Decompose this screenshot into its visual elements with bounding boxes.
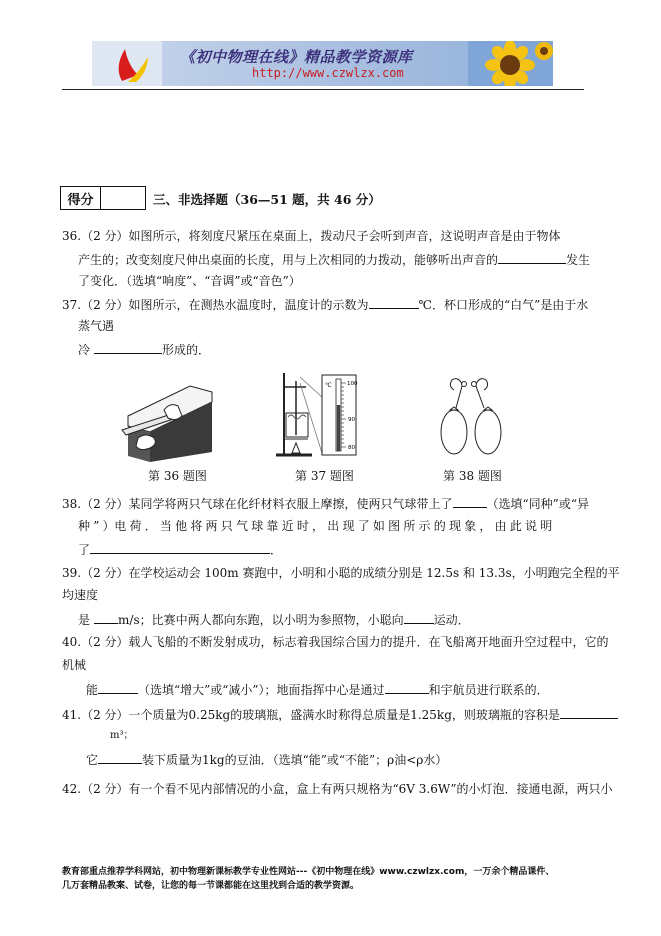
q38-line1: [62, 495, 589, 512]
score-box: [60, 186, 146, 210]
q37-blank-2[interactable]: [94, 341, 162, 354]
q36-line2-text: 产生的；改变刻度尺伸出桌面的长度，用与上次相同的力拨动，能够听出声音的: [78, 253, 499, 267]
figure-38-caption: 第 38 题图: [443, 469, 502, 483]
footer-line-2: 几万套精品教案、试卷，让您的每一节课都能在这里找到合适的教学资源。: [62, 881, 360, 891]
q37-line1-end: ℃．杯口形成的“白气”是由于水: [418, 298, 589, 312]
q39-line3-mid: m/s；比赛中两人都向东跑，以小明为参照物，小聪向: [118, 613, 404, 627]
q38-line3-end: ．: [270, 543, 283, 557]
header-rule: [62, 89, 584, 90]
q37-blank-1[interactable]: [369, 296, 419, 309]
thermometer-tick-100: 100: [347, 381, 358, 387]
q36-blank[interactable]: [498, 251, 566, 264]
q38-line3: [78, 541, 282, 558]
q41-line3-end: 装下质量为1kg的豆油．（选填“能”或“不能”；ρ油<ρ水）: [142, 753, 448, 767]
score-blank[interactable]: [101, 187, 145, 209]
q36-line2-end: 发生: [566, 253, 591, 267]
q38-blank-2[interactable]: [90, 541, 270, 554]
q41-blank-2[interactable]: [98, 751, 142, 764]
q38-line3-text: 了: [78, 543, 91, 557]
q41-blank-1[interactable]: [560, 706, 618, 719]
q40-blank-2[interactable]: [385, 681, 429, 694]
q37-line3-end: 形成的．: [162, 343, 211, 357]
q39-line3-end: 运动．: [433, 613, 470, 627]
q38-line1-end: （选填“同种”或“异: [486, 497, 589, 511]
q38-line1-text: 38.（2 分）某同学将两只气球在化纤材料衣服上摩擦，使两只气球带上了: [62, 497, 453, 511]
q37-line1: [62, 296, 588, 313]
q41-line1-text: 41.（2 分）一个质量为0.25kg的玻璃瓶，盛满水时称得总质量是1.25kg，则玻璃瓶的容积是: [62, 708, 560, 722]
q39-line3-text: 是: [78, 613, 91, 627]
q36-line2: [78, 251, 590, 268]
q39-line2: 均速度: [62, 588, 99, 602]
q41-line3-text: 它: [86, 753, 99, 767]
q41-line2: m³；: [110, 730, 134, 741]
figure-37-caption: 第 37 题图: [295, 469, 354, 483]
thermometer-tick-80: 80: [348, 445, 355, 451]
q39-blank-1[interactable]: [94, 611, 118, 624]
footer-line-1: 教育部重点推荐学科网站，初中物理新课标教学专业性网站---《初中物理在线》www.czwlzx.com，一万余个精品课件、: [62, 867, 555, 877]
q39-line1: 39.（2 分）在学校运动会 100m 赛跑中，小明和小聪的成绩分别是 12.5s 和 13.3s，小明跑完全程的平: [62, 566, 620, 580]
site-logo: [92, 41, 162, 86]
q37-line3: [78, 341, 210, 358]
section-heading: 三、非选择题（36—51 题，共 46 分）: [153, 192, 381, 207]
figure-38-balloons: [436, 372, 506, 460]
q40-line3: [86, 681, 549, 698]
q37-line2: 蒸气遇: [78, 319, 115, 333]
figure-36-caption: 第 36 题图: [148, 469, 207, 483]
q42-line1: 42.（2 分）有一个看不见内部情况的小盒，盒上有两只规格为“6V 3.6W”的小灯泡．接通电源，两只小: [62, 782, 613, 796]
q39-blank-2[interactable]: [404, 611, 434, 624]
q40-line3-text: 能: [86, 683, 99, 697]
q41-line1: [62, 706, 618, 723]
q40-line3-mid: （选填“增大”或“减小”）；地面指挥中心是通过: [138, 683, 385, 697]
thermometer-tick-90: 90: [348, 417, 355, 423]
q37-line3-text: 冷: [78, 343, 91, 357]
q36-line3: 了变化．（选填“响度”、“音调”或“音色”）: [78, 274, 301, 288]
thermometer-unit: ℃: [325, 382, 332, 389]
q40-line1: 40.（2 分）载人飞船的不断发射成功，标志着我国综合国力的提升．在飞船离开地面升空过程中，它的: [62, 635, 609, 649]
banner-url[interactable]: http://www.czwlzx.com: [252, 66, 404, 80]
score-label: 得分: [61, 187, 101, 209]
q41-line3: [86, 751, 447, 768]
figure-36-ruler-on-desk: [120, 380, 215, 462]
q38-blank-1[interactable]: [453, 495, 487, 508]
q37-line1-text: 37.（2 分）如图所示，在测热水温度时，温度计的示数为: [62, 298, 369, 312]
q40-line3-end: 和宇航员进行联系的．: [428, 683, 549, 697]
q40-line2: 机械: [62, 658, 87, 672]
q38-line2: 种 ” ）电 荷 ． 当 他 将 两 只 气 球 靠 近 时 ， 出 现 了 如 图 所 示 的 现 象 ， 由 此 说 明: [78, 519, 552, 533]
q40-blank-1[interactable]: [98, 681, 138, 694]
q36-line1: 36.（2 分）如图所示，将刻度尺紧压在桌面上，拨动尺子会听到声音，这说明声音是由于物体: [62, 229, 561, 243]
q39-line3: [78, 611, 470, 628]
header-banner: [92, 41, 553, 86]
banner-title: 《初中物理在线》精品教学资源库: [180, 48, 413, 66]
figure-37-thermometer: [272, 367, 362, 460]
sunflower-image: [468, 41, 553, 86]
